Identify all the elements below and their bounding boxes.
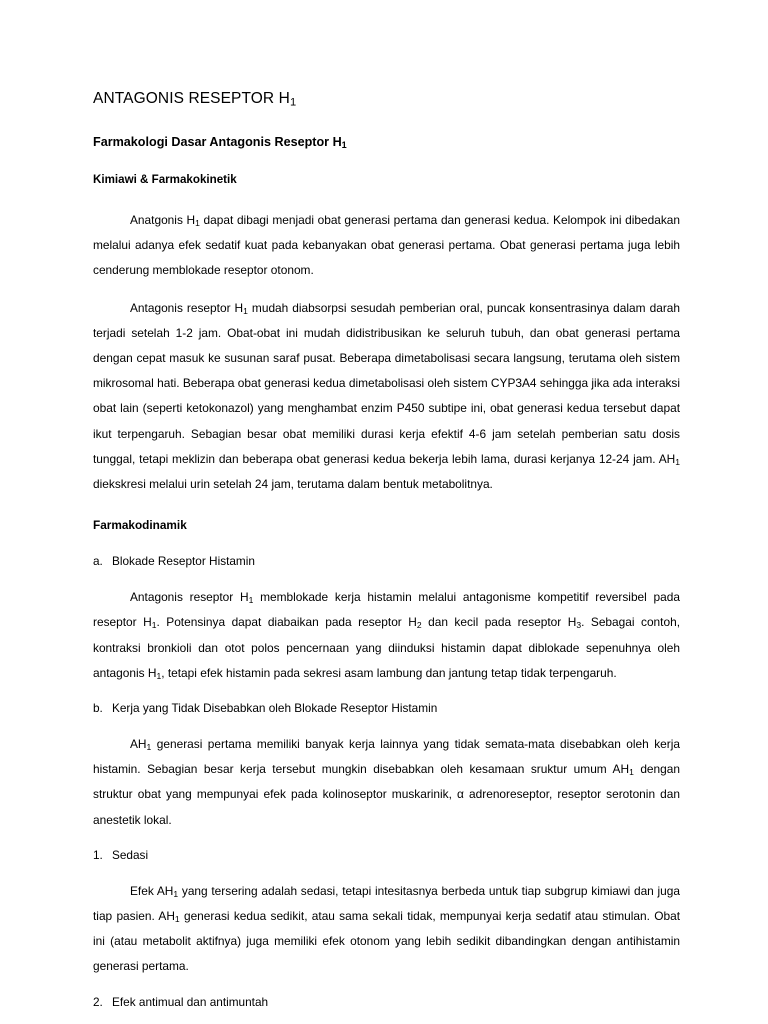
list-item-1-sedasi xyxy=(93,845,680,865)
paragraph-text-3j: , tetapi efek histamin pada sekresi asam lambung dan jantung tetap tidak terpengaruh. xyxy=(161,665,617,680)
subscript-h3: 3 xyxy=(576,620,582,631)
subscript-h1: 1 xyxy=(156,670,162,681)
paragraph-sedasi xyxy=(93,879,680,980)
list-item-a-blokade-reseptor-histamin xyxy=(93,551,680,571)
paragraph-farmakokinetik xyxy=(93,296,680,498)
heading-kimiawi-farmakokinetik: Kimiawi & Farmakokinetik xyxy=(93,173,237,186)
subscript-h1: 1 xyxy=(248,595,254,606)
list-marker-a: a. xyxy=(93,554,103,569)
paragraph-kerja-lainnya xyxy=(93,732,680,833)
list-item-2-efek-antimual xyxy=(93,992,680,1012)
subscript-ah1: 1 xyxy=(173,888,179,899)
paragraph-text-5d: generasi kedua sedikit, atau sama sekali tidak, mempunyai kerja sedatif atau stimulan. Obat ini (atau metabolit aktifnya) juga memiliki efek otonom yang lebih sedikit dibandingkan dengan antihistamin generasi pertama. xyxy=(93,909,680,974)
paragraph-text-3d: . Potensinya dapat diabaikan pada reseptor H xyxy=(156,615,417,630)
paragraph-text-2b: mudah diabsorpsi sesudah pemberian oral, puncak konsentrasinya dalam darah terjadi setelah 1-2 jam. Obat-obat ini mudah didistribusikan ke seluruh tubuh, dan obat generasi pertama dengan cepat masuk ke susunan saraf pusat. Beberapa dimetabolisasi secara langsung, terutama oleh sistem mikrosomal hati. Beberapa obat generasi kedua dimetabolisasi oleh sistem CYP3A4 sehingga jika ada interaksi obat lain (seperti ketokonazol) yang menghambat enzim P450 subtipe ini, obat generasi kedua tersebut dapat ikut terpengaruh. Sebagian besar obat memiliki durasi kerja efektif 4-6 jam setelah pemberian satu dosis tunggal, tetapi meklizin dan beberapa obat generasi kedua bekerja lebih lama, durasi kerjanya 12-24 jam. AH xyxy=(93,300,681,466)
section-subtitle-text: Farmakologi Dasar Antagonis Reseptor H xyxy=(93,135,342,149)
paragraph-text-5a: Efek AH xyxy=(130,883,174,898)
list-marker-2: 2. xyxy=(93,994,103,1009)
paragraph-text-4a: AH xyxy=(130,737,147,752)
paragraph-text-4b: generasi pertama memiliki banyak kerja lainnya yang tidak semata-mata disebabkan oleh kerja histamin. Sebagian besar kerja tersebut mungkin disebabkan oleh kesamaan sruktur umum AH xyxy=(93,737,680,777)
subscript-ah1: 1 xyxy=(174,913,180,924)
page-title-subscript: 1 xyxy=(289,96,297,109)
paragraph-blokade-reseptor xyxy=(93,585,680,686)
heading-farmakodinamik: Farmakodinamik xyxy=(93,518,187,533)
paragraph-text-2d: diekskresi melalui urin setelah 24 jam, terutama dalam bentuk metabolitnya. xyxy=(93,477,493,492)
paragraph-text-5b: yang tersering adalah sedasi, tetapi intesitasnya berbeda untuk tiap subgrup kimiawi dan juga tiap pasien. AH xyxy=(93,883,680,924)
list-label-b: Kerja yang Tidak Disebabkan oleh Blokade Reseptor Histamin xyxy=(112,701,438,716)
paragraph-text-3h: . Sebagai contoh, kontraksi bronkioli dan otot polos pencernaan yang diinduksi histamin dapat diblokade sepenuhnya oleh antagonis H xyxy=(93,615,681,680)
paragraph-text-3f: dan kecil pada reseptor H xyxy=(421,615,577,630)
subscript-ah1: 1 xyxy=(146,741,152,752)
paragraph-text-4d: dengan struktur obat yang mempunyai efek pada kolinoseptor muskarinik, α adrenoreseptor, reseptor serotonin dan anestetik lokal. xyxy=(93,762,680,827)
list-label-2: Efek antimual dan antimuntah xyxy=(112,994,269,1009)
subscript-ah1: 1 xyxy=(629,767,634,778)
subscript-h2: 2 xyxy=(416,620,422,631)
paragraph-anatgonis-generasi xyxy=(93,208,680,284)
paragraph-text-3a: Antagonis reseptor H xyxy=(130,590,249,605)
page-title xyxy=(93,88,680,110)
section-subtitle xyxy=(93,132,680,152)
subscript-h1: 1 xyxy=(151,620,157,631)
paragraph-text-1a: Anatgonis H xyxy=(130,213,196,227)
paragraph-text-3b: memblokade kerja histamin melalui antagonisme kompetitif reversibel pada reseptor H xyxy=(93,590,680,630)
subscript-ah1: 1 xyxy=(675,456,680,467)
subscript-h1: 1 xyxy=(195,217,200,228)
section-subtitle-subscript: 1 xyxy=(341,139,347,150)
paragraph-text-2a: Antagonis reseptor H xyxy=(130,300,244,315)
list-marker-b: b. xyxy=(93,701,103,716)
list-label-a: Blokade Reseptor Histamin xyxy=(112,554,255,569)
page-title-text: ANTAGONIS RESEPTOR H xyxy=(93,90,290,107)
document-body xyxy=(93,88,680,1012)
subscript-h1: 1 xyxy=(243,305,248,316)
list-marker-1: 1. xyxy=(93,847,103,862)
list-label-1: Sedasi xyxy=(112,847,149,862)
paragraph-text-1b: dapat dibagi menjadi obat generasi pertama dan generasi kedua. Kelompok ini dibedakan melalui adanya efek sedatif kuat pada kebanyakan obat generasi pertama. Obat generasi pertama juga lebih cenderung memblokade reseptor otonom. xyxy=(93,213,680,278)
list-item-b-kerja-tidak-disebabkan xyxy=(93,698,680,718)
